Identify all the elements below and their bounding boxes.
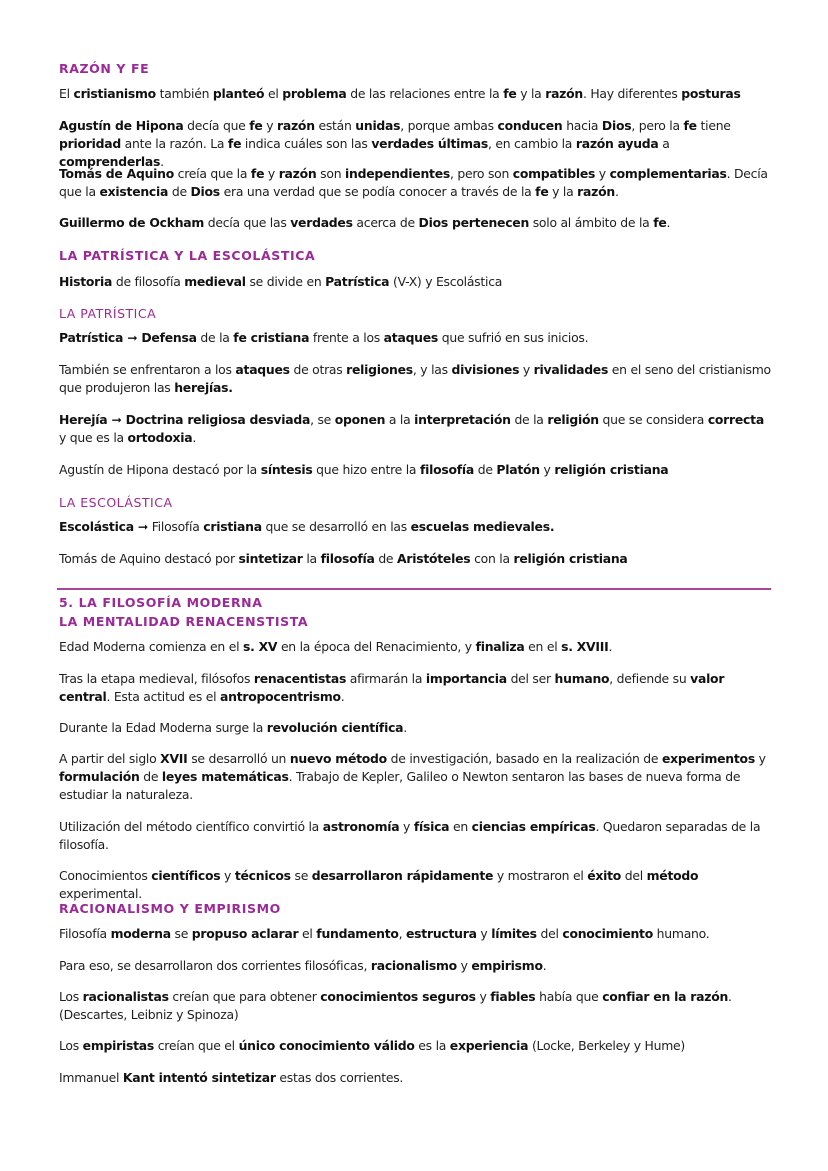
paragraph <box>59 957 771 975</box>
bold-text: física <box>413 819 450 834</box>
bold-text: filosofía <box>419 462 475 477</box>
bold-text: razón ayuda <box>575 136 659 151</box>
text-run: el <box>264 86 283 101</box>
text-run: de filosofía <box>112 274 185 289</box>
subsection-heading-patristica: LA PATRÍSTICA <box>59 306 157 321</box>
text-run: de <box>139 769 162 784</box>
bold-text: planteó <box>212 86 265 101</box>
bold-text: Patrística <box>325 274 390 289</box>
text-run: hacia <box>562 118 602 133</box>
text-run: de investigación, basado en la realización de <box>386 751 662 766</box>
paragraph <box>59 638 771 656</box>
bold-text: fe <box>653 215 667 230</box>
bold-text: Dios pertenecen <box>418 215 530 230</box>
text-run: y <box>476 926 492 941</box>
bold-text: ataques <box>383 330 439 345</box>
bold-text: Agustín de Hipona <box>59 118 184 133</box>
bold-text: conducen <box>497 118 563 133</box>
bold-text: renacentistas <box>253 671 347 686</box>
text-run: y <box>220 868 235 883</box>
text-run: la <box>302 551 321 566</box>
text-run: Tomás de Aquino destacó por <box>59 551 239 566</box>
text-run: Durante la Edad Moderna surge la <box>59 720 267 735</box>
text-run: en <box>449 819 472 834</box>
text-run: creían que el <box>154 1038 239 1053</box>
bold-text: humano <box>554 671 610 686</box>
text-run: era una verdad que se podía conocer a través de la <box>219 184 536 199</box>
text-run: que hizo entre la <box>312 462 420 477</box>
text-run: de <box>474 462 497 477</box>
bold-text: antropocentrismo <box>220 689 341 704</box>
text-run: Los <box>59 989 83 1004</box>
text-run: Tras la etapa medieval, filósofos <box>59 671 254 686</box>
bold-text: fe <box>250 166 265 181</box>
text-run: humano. <box>652 926 710 941</box>
bold-text: técnicos <box>234 868 291 883</box>
bold-text: verdades últimas <box>371 136 489 151</box>
text-run: y <box>262 118 277 133</box>
bold-text: confiar en la razón <box>602 989 729 1004</box>
bold-text: único conocimiento válido <box>238 1038 415 1053</box>
bold-text: s. XV <box>242 639 278 654</box>
text-run: del <box>536 926 563 941</box>
text-run: . <box>614 184 619 199</box>
bold-text: valor central <box>59 671 725 704</box>
text-run: había que <box>535 989 603 1004</box>
paragraph <box>59 85 771 103</box>
text-run: que se desarrolló en las <box>261 519 411 534</box>
bold-text: síntesis <box>260 462 313 477</box>
text-run: y <box>754 751 766 766</box>
paragraph <box>59 411 771 447</box>
paragraph <box>59 165 771 201</box>
section-heading-razon-fe: RAZÓN Y FE <box>59 61 150 76</box>
bold-text: fe cristiana <box>233 330 310 345</box>
paragraph <box>59 361 771 397</box>
bold-text: científicos <box>151 868 221 883</box>
bold-text: filosofía <box>320 551 375 566</box>
bold-text: religiones <box>346 362 413 377</box>
bold-text: leyes matemáticas <box>161 769 289 784</box>
text-run: y <box>264 166 279 181</box>
paragraph <box>59 461 771 479</box>
text-run: el <box>298 926 317 941</box>
bold-text: experimentos <box>661 751 755 766</box>
text-run: El <box>59 86 74 101</box>
text-run: del ser <box>506 671 555 686</box>
text-run: de <box>374 551 397 566</box>
bold-text: ataques <box>235 362 290 377</box>
text-run: y que es la <box>59 430 128 445</box>
text-run: . <box>542 958 547 973</box>
text-run: acerca de <box>352 215 419 230</box>
text-run: Filosofía <box>148 519 204 534</box>
text-run: . <box>160 154 164 169</box>
text-run: creía que la <box>173 166 251 181</box>
text-run: solo al ámbito de la <box>529 215 654 230</box>
text-run: en el seno del cristianismo que produjeron las <box>59 362 771 395</box>
text-run: (Locke, Berkeley y Hume) <box>528 1038 685 1053</box>
bold-text: existencia <box>99 184 169 199</box>
text-run: afirmarán la <box>346 671 426 686</box>
bold-text: cristianismo <box>73 86 156 101</box>
text-run: . <box>666 215 671 230</box>
bold-text: empiristas <box>82 1038 154 1053</box>
bold-text: Guillermo de Ockham <box>59 215 205 230</box>
paragraph <box>59 1037 771 1055</box>
bold-text: Escolástica ➞ <box>59 519 149 534</box>
bold-text: religión cristiana <box>554 462 669 477</box>
bold-text: oponen <box>334 412 386 427</box>
bold-text: independientes <box>345 166 450 181</box>
text-run: que sufrió en sus inicios. <box>438 330 589 345</box>
text-run: de la <box>510 412 548 427</box>
bold-text: religión <box>547 412 599 427</box>
bold-text: moderna <box>110 926 171 941</box>
paragraph <box>59 818 771 854</box>
text-run: decía que <box>183 118 250 133</box>
paragraph <box>59 867 771 903</box>
text-run: y <box>475 989 491 1004</box>
text-run: , y las <box>412 362 452 377</box>
paragraph <box>59 214 771 232</box>
text-run: . <box>340 689 345 704</box>
text-run: se <box>290 868 312 883</box>
bold-text: Kant intentó sintetizar <box>122 1070 276 1085</box>
bold-text: fe <box>227 136 242 151</box>
text-run: a la <box>385 412 415 427</box>
text-run: . <box>192 430 197 445</box>
text-run: , porque ambas <box>400 118 498 133</box>
text-run: Utilización del método científico convirtió la <box>59 819 323 834</box>
bold-text: problema <box>282 86 347 101</box>
bold-text: razón <box>577 184 615 199</box>
bold-text: razón <box>277 118 315 133</box>
paragraph <box>59 273 771 291</box>
text-run: . <box>608 639 613 654</box>
bold-text: fe <box>683 118 697 133</box>
bold-text: límites <box>491 926 537 941</box>
text-run: se <box>170 926 192 941</box>
bold-text: religión cristiana <box>513 551 628 566</box>
bold-text: divisiones <box>451 362 520 377</box>
text-run: y <box>399 819 414 834</box>
bold-text: cristiana <box>203 519 262 534</box>
text-run: . (Descartes, Leibniz y Spinoza) <box>59 989 732 1022</box>
section-heading-patristica-escolastica: LA PATRÍSTICA Y LA ESCOLÁSTICA <box>59 248 316 263</box>
text-run: es la <box>414 1038 450 1053</box>
subsection-heading-escolastica: LA ESCOLÁSTICA <box>59 495 173 510</box>
text-run: creían que para obtener <box>168 989 321 1004</box>
text-run: , <box>398 926 407 941</box>
text-run: y <box>539 462 555 477</box>
chapter-heading-filosofia-moderna: 5. LA FILOSOFÍA MODERNA <box>59 595 263 610</box>
text-run: . Hay diferentes <box>582 86 682 101</box>
paragraph <box>59 719 771 737</box>
bold-text: compatibles <box>512 166 596 181</box>
bold-text: fe <box>249 118 263 133</box>
text-run: en el <box>524 639 562 654</box>
text-run: Los <box>59 1038 83 1053</box>
bold-text: fe <box>535 184 549 199</box>
bold-text: racionalismo <box>370 958 457 973</box>
bold-text: comprenderlas <box>59 154 161 169</box>
bold-text: conocimiento <box>562 926 653 941</box>
bold-text: unidas <box>355 118 401 133</box>
text-run: experimental. <box>59 886 142 901</box>
bold-text: racionalistas <box>82 989 169 1004</box>
paragraph <box>59 1069 771 1087</box>
bold-text: posturas <box>681 86 741 101</box>
paragraph <box>59 988 771 1024</box>
bold-text: escuelas medievales. <box>410 519 555 534</box>
text-run: y mostraron el <box>493 868 588 883</box>
text-run: de la <box>196 330 234 345</box>
text-run: , defiende su <box>609 671 691 686</box>
text-run: A partir del siglo <box>59 751 161 766</box>
text-run: . Decía que la <box>59 166 768 199</box>
paragraph <box>59 670 771 706</box>
bold-text: s. XVIII <box>561 639 609 654</box>
bold-text: razón <box>278 166 317 181</box>
text-run: tiene <box>696 118 731 133</box>
text-run: y la <box>516 86 546 101</box>
bold-text: herejías. <box>174 380 233 395</box>
text-run: . Esta actitud es el <box>106 689 221 704</box>
text-run: frente a los <box>309 330 384 345</box>
bold-text: revolución científica <box>266 720 404 735</box>
text-run: y la <box>548 184 578 199</box>
text-run: también <box>155 86 213 101</box>
text-run: Agustín de Hipona destacó por la <box>59 462 261 477</box>
bold-text: desarrollaron rápidamente <box>311 868 494 883</box>
bold-text: XVII <box>160 751 188 766</box>
text-run: del <box>621 868 647 883</box>
bold-text: ciencias empíricas <box>471 819 596 834</box>
text-run: . Quedaron separadas de la filosofía. <box>59 819 761 852</box>
bold-text: interpretación <box>414 412 511 427</box>
bold-text: Herejía ➞ Doctrina religiosa desviada <box>59 412 311 427</box>
text-run: de <box>168 184 191 199</box>
bold-text: método <box>646 868 699 883</box>
text-run: de las relaciones entre la <box>346 86 504 101</box>
paragraph <box>59 117 771 171</box>
bold-text: nuevo método <box>289 751 387 766</box>
paragraph <box>59 329 771 347</box>
text-run: ante la razón. La <box>120 136 228 151</box>
bold-text: Dios <box>601 118 632 133</box>
paragraph <box>59 750 771 804</box>
bold-text: Dios <box>190 184 220 199</box>
section-heading-racionalismo-empirismo: RACIONALISMO Y EMPIRISMO <box>59 901 281 916</box>
bold-text: rivalidades <box>533 362 609 377</box>
text-run: indica cuáles son las <box>241 136 372 151</box>
bold-text: prioridad <box>59 136 121 151</box>
bold-text: Patrística ➞ Defensa <box>59 330 197 345</box>
bold-text: complementarias <box>609 166 727 181</box>
text-run: decía que las <box>204 215 291 230</box>
text-run: . <box>403 720 407 735</box>
bold-text: Aristóteles <box>397 551 471 566</box>
bold-text: medieval <box>184 274 246 289</box>
section-divider <box>57 588 771 590</box>
bold-text: experiencia <box>449 1038 529 1053</box>
text-run: en la época del Renacimiento, y <box>277 639 476 654</box>
text-run: y <box>456 958 472 973</box>
bold-text: estructura <box>406 926 477 941</box>
paragraph <box>59 518 771 536</box>
text-run: se desarrolló un <box>187 751 290 766</box>
bold-text: verdades <box>290 215 353 230</box>
text-run: Para eso, se desarrollaron dos corrientes filosóficas, <box>59 958 371 973</box>
bold-text: ortodoxia <box>127 430 193 445</box>
text-run: , pero la <box>631 118 684 133</box>
text-run: Edad Moderna comienza en el <box>59 639 243 654</box>
text-run: . Trabajo de Kepler, Galileo o Newton sentaron las bases de nueva forma de estudiar la naturaleza. <box>59 769 741 802</box>
text-run: Filosofía <box>59 926 111 941</box>
text-run: se divide en <box>245 274 326 289</box>
bold-text: empirismo <box>471 958 543 973</box>
text-run: y <box>595 166 610 181</box>
text-run: Conocimientos <box>59 868 152 883</box>
bold-text: éxito <box>587 868 622 883</box>
section-heading-mentalidad-renacentista: LA MENTALIDAD RENACENSTISTA <box>59 614 309 629</box>
text-run: , pero son <box>449 166 513 181</box>
text-run: (V-X) y Escolástica <box>389 274 503 289</box>
text-run: y <box>519 362 534 377</box>
bold-text: Platón <box>496 462 540 477</box>
text-run: También se enfrentaron a los <box>59 362 236 377</box>
bold-text: propuso aclarar <box>191 926 299 941</box>
text-run: Immanuel <box>59 1070 123 1085</box>
bold-text: importancia <box>425 671 507 686</box>
bold-text: fe <box>503 86 517 101</box>
bold-text: razón <box>545 86 583 101</box>
bold-text: finaliza <box>475 639 525 654</box>
text-run: de otras <box>289 362 347 377</box>
text-run: a <box>658 136 670 151</box>
paragraph <box>59 550 771 568</box>
text-run: estas dos corrientes. <box>275 1070 404 1085</box>
text-run: son <box>316 166 345 181</box>
bold-text: fundamento <box>316 926 399 941</box>
text-run: , se <box>310 412 335 427</box>
bold-text: Tomás de Aquino <box>59 166 174 181</box>
text-run: con la <box>470 551 514 566</box>
bold-text: fiables <box>490 989 536 1004</box>
bold-text: correcta <box>707 412 764 427</box>
bold-text: sintetizar <box>238 551 303 566</box>
bold-text: conocimientos seguros <box>320 989 476 1004</box>
bold-text: astronomía <box>322 819 400 834</box>
text-run: están <box>314 118 356 133</box>
paragraph <box>59 925 771 943</box>
bold-text: Historia <box>59 274 113 289</box>
bold-text: formulación <box>59 769 140 784</box>
text-run: , en cambio la <box>488 136 576 151</box>
text-run: que se considera <box>598 412 708 427</box>
